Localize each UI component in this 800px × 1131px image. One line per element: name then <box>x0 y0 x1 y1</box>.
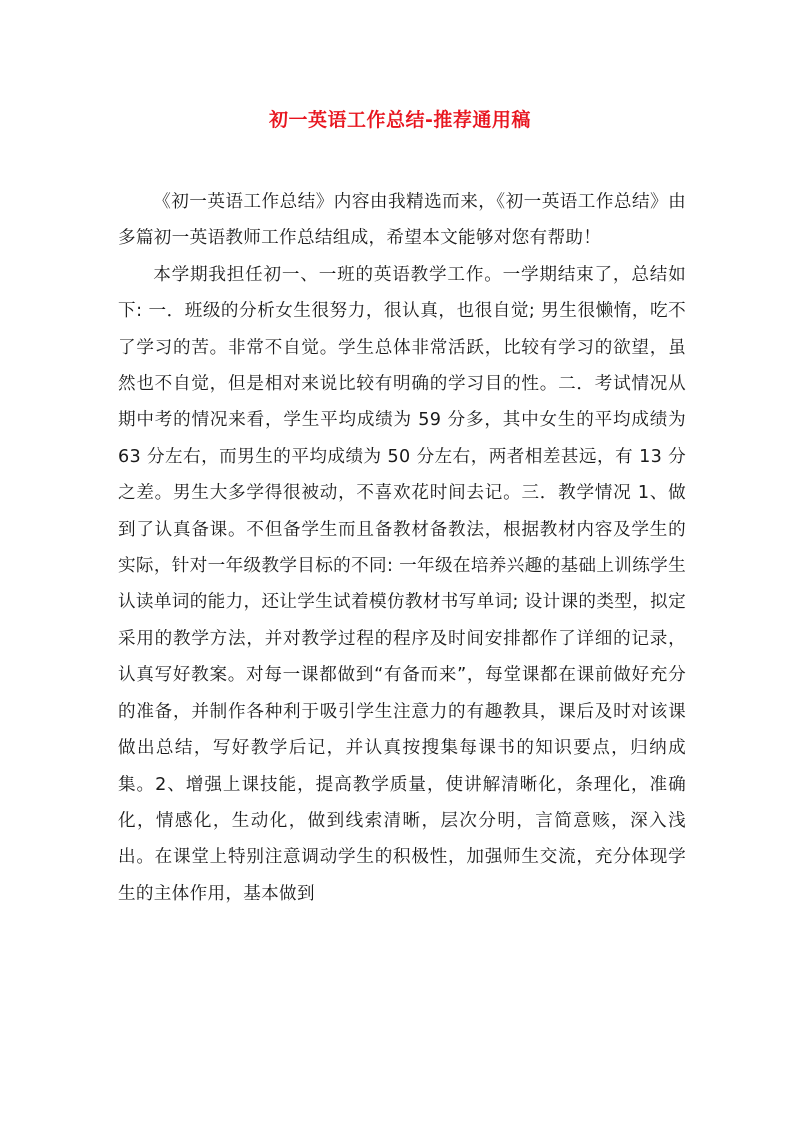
document-title: 初一英语工作总结-推荐通用稿 <box>269 109 531 131</box>
document-body <box>118 184 686 912</box>
intro-paragraph: 《初一英语工作总结》内容由我精选而来，《初一英语工作总结》由多篇初一英语教师工作总结组成，希望本文能够对您有帮助！ <box>118 192 686 249</box>
summary-paragraph: 本学期我担任初一、一班的英语教学工作。一学期结束了，总结如下: 一．班级的分析女生很努力，很认真，也很自觉; 男生很懒惰，吃不了学习的苦。非常不自觉。学生总体非常活跃，比较有学习的欲望，虽然也不自觉，但是相对来说比较有明确的学习目的性。二．考试情况从期中考的情况来看，学生平均成绩为 59 分多，其中女生的平均成绩为 63 分左右，而男生的平均成绩为 50 分左右，两者相差甚远，有 13 分之差。男生大多学得很被动，不喜欢花时间去记。三．教学情况 1、做到了认真备课。不但备学生而且备教材备教法，根据教材内容及学生的实际，针对一年级教学目标的不同: 一年级在培养兴趣的基础上训练学生认读单词的能力，还让学生试着模仿教材书写单词; 设计课的类型，拟定采用的教学方法，并对教学过程的程序及时间安排都作了详细的记录，认真写好教案。对每一课都做到“有备而来”，每堂课都在课前做好充分的准备，并制作各种利于吸引学生注意力的有趣教具，课后及时对该课做出总结，写好教学后记，并认真按搜集每课书的知识要点，归纳成集。2、增强上课技能，提高教学质量，使讲解清晰化，条理化，准确化，情感化，生动化，做到线索清晰，层次分明，言简意赅，深入浅出。在课堂上特别注意调动学生的积极性，加强师生交流，充分体现学生的主体作用，基本做到 <box>118 264 686 904</box>
